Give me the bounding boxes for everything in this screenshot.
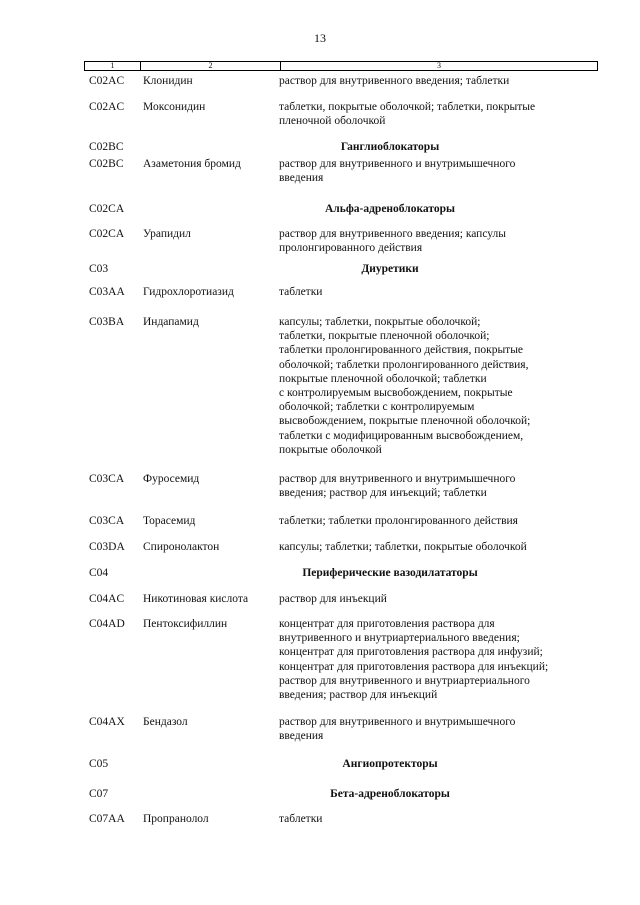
dosage-form-line: таблетки; таблетки пролонгированного действия xyxy=(279,515,518,527)
dosage-form-line: капсулы; таблетки; таблетки, покрытые оболочкой xyxy=(279,541,527,553)
dosage-form-line: таблетки с модифицированным высвобождением, xyxy=(279,429,524,442)
atc-code: C03CA xyxy=(89,515,125,527)
atc-code: C03AA xyxy=(89,286,125,298)
drug-name: Пропранолол xyxy=(143,813,209,825)
dosage-form-line: таблетки xyxy=(279,286,323,298)
atc-code: C04AX xyxy=(89,716,125,728)
atc-code: C02CA xyxy=(89,203,125,215)
page-number: 13 xyxy=(314,31,326,45)
atc-code: C02CA xyxy=(89,228,125,240)
dosage-form xyxy=(279,472,599,500)
dosage-form-line: введения; раствор для инъекций; таблетки xyxy=(279,487,487,500)
header-col-3: 3 xyxy=(437,61,441,70)
group-title: Периферические вазодилататоры xyxy=(302,567,478,579)
atc-code: C03BA xyxy=(89,316,125,328)
drug-name: Бендазол xyxy=(143,716,188,728)
dosage-form-line: покрытые пленочной оболочкой; таблетки xyxy=(279,372,487,385)
dosage-form-line: таблетки пролонгированного действия, покрытые xyxy=(279,344,524,357)
dosage-form-line: таблетки, покрытые пленочной оболочкой; xyxy=(279,330,490,343)
dosage-form-line: концентрат для приготовления раствора для инфузий; xyxy=(279,646,543,659)
drug-name: Фуросемид xyxy=(143,473,200,485)
atc-code: C04AC xyxy=(89,593,125,605)
dosage-form xyxy=(279,514,599,528)
dosage-form-line: введения xyxy=(279,730,324,743)
dosage-form-line: с контролируемым высвобождением, покрытые xyxy=(279,387,513,400)
atc-code: C03 xyxy=(89,263,109,275)
dosage-form-line: раствор для внутривенного и внутримышечного xyxy=(279,473,516,485)
dosage-form xyxy=(279,812,599,826)
header-col-2: 2 xyxy=(141,62,281,70)
atc-code: C04AD xyxy=(89,618,125,630)
dosage-form-line: внутривенного и внутриартериального введения; xyxy=(279,632,520,645)
drug-name: Торасемид xyxy=(143,515,196,527)
dosage-form-line: раствор для внутривенного и внутримышечного xyxy=(279,158,516,170)
dosage-form-line: пролонгированного действия xyxy=(279,242,423,255)
dosage-form-line: пленочной оболочкой xyxy=(279,115,386,128)
drug-name: Спиронолактон xyxy=(143,541,220,553)
dosage-form-line: раствор для внутривенного и внутримышечного xyxy=(279,716,516,728)
dosage-form-line: раствор для внутривенного введения; таблетки xyxy=(279,75,510,87)
atc-code: C02BC xyxy=(89,158,124,170)
atc-code: C04 xyxy=(89,567,109,579)
atc-code: C03CA xyxy=(89,473,125,485)
dosage-form xyxy=(279,74,599,88)
dosage-form xyxy=(279,592,599,606)
group-title: Ангиопротекторы xyxy=(342,758,438,770)
drug-name: Азаметония бромид xyxy=(143,158,241,170)
dosage-form-line: концентрат для приготовления раствора для инъекций; xyxy=(279,660,549,673)
table-header xyxy=(84,61,598,71)
dosage-form-line: покрытые оболочкой xyxy=(279,443,382,456)
atc-code: C07AA xyxy=(89,813,125,825)
dosage-form-line: введения; раствор для инъекций xyxy=(279,689,438,702)
dosage-form-line: раствор для инъекций xyxy=(279,593,387,605)
dosage-form-line: оболочкой; таблетки пролонгированного действия, xyxy=(279,358,529,371)
dosage-form xyxy=(279,617,599,702)
dosage-form xyxy=(279,540,599,554)
dosage-form xyxy=(279,100,599,128)
drug-name: Урапидил xyxy=(143,228,191,240)
atc-code: C02AC xyxy=(89,101,125,113)
atc-code: C05 xyxy=(89,758,109,770)
dosage-form xyxy=(279,715,599,743)
drug-name: Индапамид xyxy=(143,316,199,328)
drug-name: Никотиновая кислота xyxy=(143,593,249,605)
dosage-form-line: таблетки, покрытые оболочкой; таблетки, покрытые xyxy=(279,101,536,113)
atc-code: C07 xyxy=(89,788,109,800)
dosage-form xyxy=(279,285,599,299)
atc-code: C03DA xyxy=(89,541,125,553)
group-title: Альфа-адреноблокаторы xyxy=(324,203,455,215)
dosage-form-line: концентрат для приготовления раствора для xyxy=(279,618,495,630)
header-col-1: 1 xyxy=(85,62,141,70)
group-title: Ганглиоблокаторы xyxy=(340,141,440,153)
dosage-form-line: оболочкой; таблетки с контролируемым xyxy=(279,401,475,414)
dosage-form-line: капсулы; таблетки, покрытые оболочкой; xyxy=(279,316,481,328)
group-title: Диуретики xyxy=(361,263,419,275)
dosage-form xyxy=(279,227,599,255)
dosage-form-line: раствор для внутривенного введения; капсулы xyxy=(279,228,507,240)
atc-code: C02BC xyxy=(89,141,124,153)
group-title: Бета-адреноблокаторы xyxy=(330,788,450,800)
drug-name: Моксонидин xyxy=(143,101,206,113)
dosage-form-line: таблетки xyxy=(279,813,323,825)
drug-name: Гидрохлоротиазид xyxy=(143,286,234,298)
dosage-form xyxy=(279,315,599,457)
dosage-form-line: раствор для внутривенного и внутриартериального xyxy=(279,674,530,687)
atc-code: C02AC xyxy=(89,75,125,87)
dosage-form xyxy=(279,157,599,185)
dosage-form-line: введения xyxy=(279,172,324,185)
drug-name: Клонидин xyxy=(143,75,193,87)
dosage-form-line: высвобождением, покрытые пленочной оболочкой; xyxy=(279,415,531,428)
drug-name: Пентоксифиллин xyxy=(143,618,228,630)
